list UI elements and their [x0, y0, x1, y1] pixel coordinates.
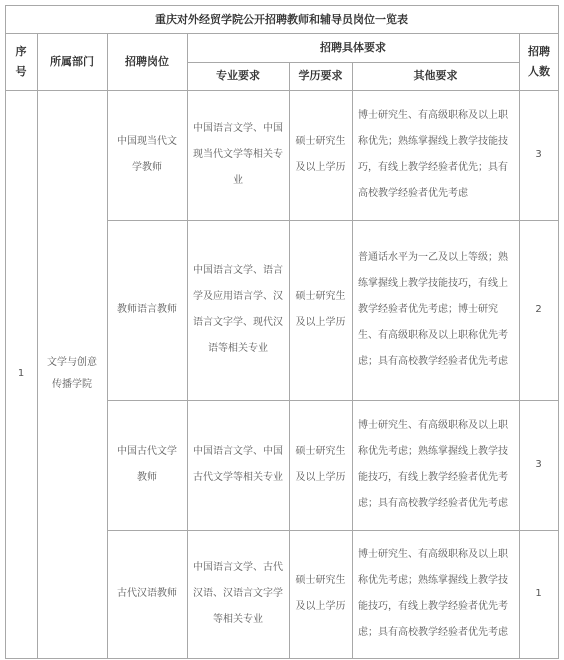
position-name: 教师语言教师 [117, 304, 177, 315]
position-name: 中国古代文学教师 [117, 446, 177, 483]
position-major: 中国语言文学、中国现当代文学等相关专业 [193, 123, 283, 186]
position-education: 硕士研究生及以上学历 [295, 136, 346, 173]
position-major: 中国语言文学、古代汉语、汉语言文字学等相关专业 [193, 562, 283, 625]
row-dept: 文学与创意传播学院 [47, 357, 97, 390]
header-education: 学历要求 [298, 69, 343, 82]
position-other: 博士研究生、有高级职称及以上职称优先考虑；熟练掌握线上教学技能技巧，有线上教学经验者优先考虑；具有高校教学经验者优先考虑 [358, 420, 508, 509]
header-count: 招聘人数 [528, 44, 550, 78]
position-name: 古代汉语教师 [117, 588, 177, 599]
position-count: 2 [535, 304, 542, 315]
position-name: 中国现当代文学教师 [117, 136, 177, 173]
header-seq: 序号 [15, 44, 27, 78]
table-line [352, 62, 353, 659]
header-major: 专业要求 [216, 69, 260, 82]
position-education: 硕士研究生及以上学历 [295, 575, 346, 612]
header-other: 其他要求 [413, 69, 458, 82]
position-other: 博士研究生、有高级职称及以上职称优先考虑；熟练掌握线上教学技能技巧，有线上教学经验者优先考虑；具有高校教学经验者优先考虑 [358, 549, 508, 638]
position-major: 中国语言文学、中国古代文学等相关专业 [193, 446, 283, 483]
table-title: 重庆对外经贸学院公开招聘教师和辅导员岗位一览表 [155, 13, 408, 26]
position-count: 3 [535, 149, 542, 160]
header-position: 招聘岗位 [125, 54, 169, 68]
table-line [558, 5, 559, 659]
table-line [5, 658, 558, 659]
table-line [107, 33, 108, 659]
position-education: 硕士研究生及以上学历 [295, 446, 346, 483]
position-major: 中国语言文学、语言学及应用语言学、汉语言文字学、现代汉语等相关专业 [193, 265, 283, 354]
header-dept: 所属部门 [50, 54, 94, 68]
position-other: 博士研究生、有高级职称及以上职称优先；熟练掌握线上教学技能技巧，有线上教学经验者优先；具有高校教学经验者优先考虑 [358, 110, 508, 199]
position-other: 普通话水平为一乙及以上等级；熟练掌握线上教学技能技巧，有线上教学经验者优先考虑；博士研究生、有高级职称及以上职称优先考虑；具有高校教学经验者优先考虑 [358, 252, 508, 367]
table-line [289, 62, 290, 659]
header-requirements: 招聘具体要求 [320, 40, 386, 54]
table-line [187, 33, 188, 659]
position-count: 1 [535, 588, 542, 599]
row-seq: 1 [17, 368, 25, 379]
table-line [37, 33, 38, 659]
position-education: 硕士研究生及以上学历 [295, 291, 346, 328]
position-count: 3 [535, 459, 542, 470]
